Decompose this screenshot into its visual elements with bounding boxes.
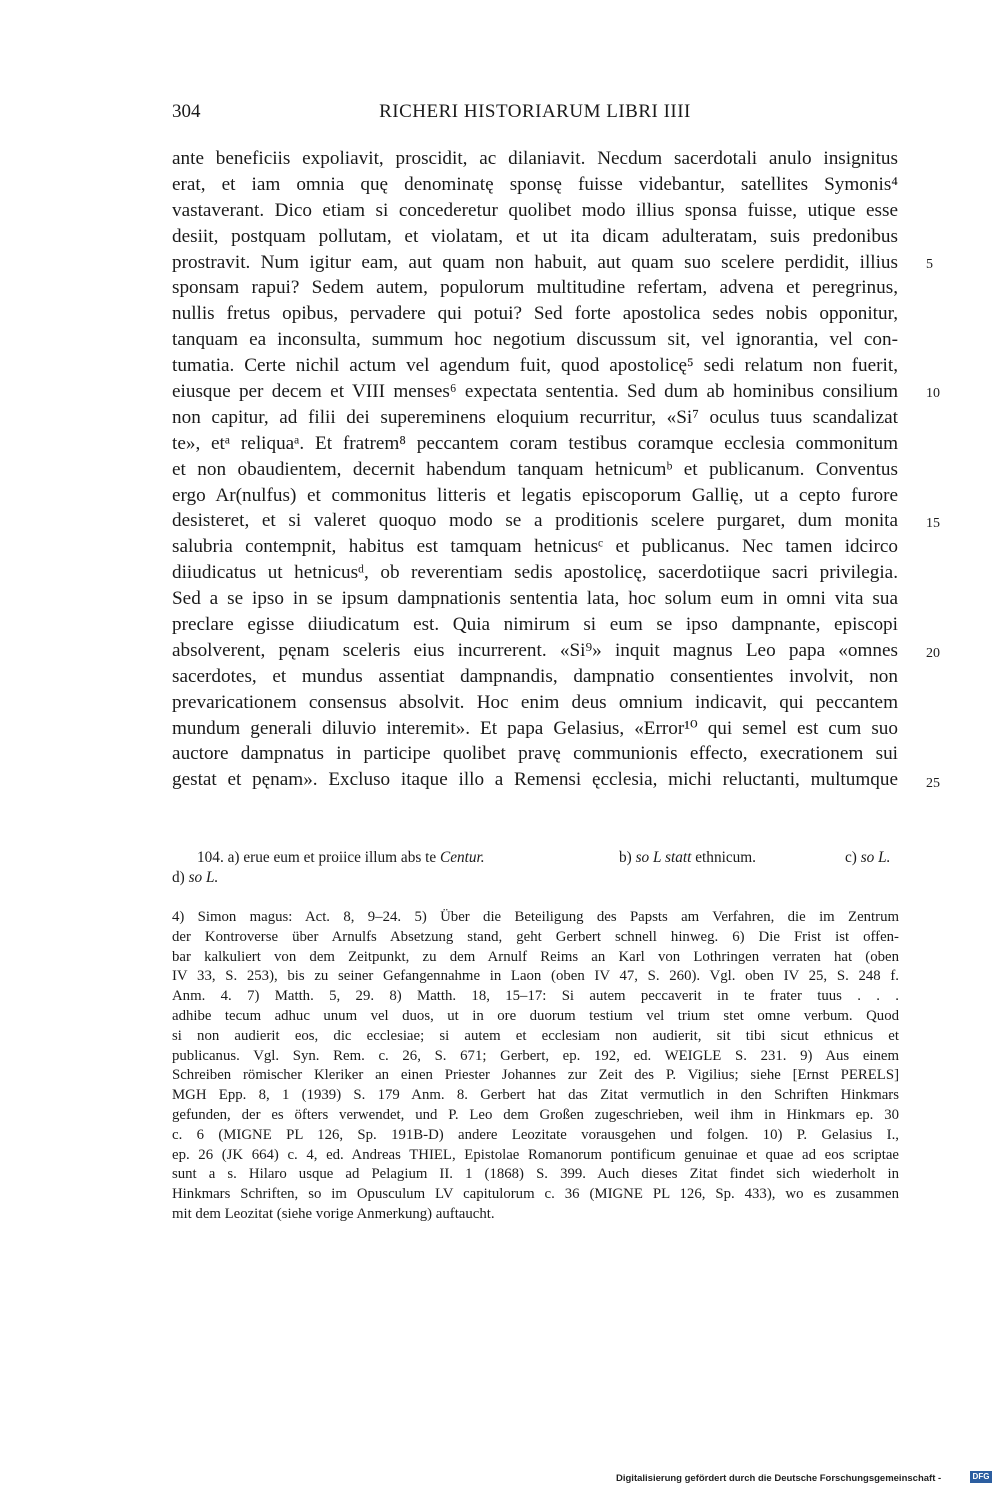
line-number: 10 <box>926 386 940 401</box>
footnotes <box>172 908 899 1225</box>
footer-text: Digitalisierung gefördert durch die Deutsche Forschungsgemeinschaft - <box>616 1473 942 1484</box>
text-line: te», etᵃ reliquaᵃ. Et fratrem⁸ peccantem coram testibus coramque ecclesia commonitum <box>172 432 898 454</box>
line-number: 15 <box>926 516 940 531</box>
text-line: non capitur, ad filii dei supereminens eloquium recurritur, «Si⁷ oculus tuus scandalizat <box>172 406 898 428</box>
footnote-line: sunt a s. Hilaro usque ad Pelagium II. 1 (1868) S. 399. Auch dieses Zitat findet sich wiederholt in <box>172 1166 899 1183</box>
text-line: preclare egisse diiudicatum est. Quia nimirum si eum se ipso dampnante, episcopi <box>172 614 898 636</box>
footnote-line: adhibe tecum adhuc unum vel duos, ut in ore duorum testium vel trium stet omne verbum. Quod <box>172 1007 899 1024</box>
footnote-line: mit dem Leozitat (siehe vorige Anmerkung) auftaucht. <box>172 1205 495 1222</box>
text-line: desisteret, et si valeret quoquo modo se a proditionis scelere purgaret, dum monita <box>172 510 898 532</box>
apparatus-note-c: c) <box>845 849 857 866</box>
text-line: Sed a se ipso in se ipsum dampnationis sententia lata, hoc solum eum in omni vita sua <box>172 588 898 610</box>
footnote-line: Anm. 4. 7) Matth. 5, 29. 8) Matth. 18, 15–17: Si autem peccaverit in te frater tuus . . . <box>172 988 899 1005</box>
text-line: auctore dampnatus in participe quolibet pravę communionis effecto, execrationem sui <box>172 743 898 765</box>
footnote-line: Schreiben römischer Kleriker an einen Priester Johannes zur Zeit des P. Vigilius; siehe [Ernst PERELS] <box>172 1067 899 1084</box>
line-number: 25 <box>926 776 940 791</box>
text-line: prostravit. Num igitur eam, aut quam non habuit, aut quam suo scelere perdidit, illius <box>172 251 898 273</box>
apparatus-note-c-italic: so L. <box>860 849 891 866</box>
text-line: ante beneficiis expoliavit, proscidit, ac dilaniavit. Necdum sacerdotali anulo insignitus <box>172 148 898 169</box>
apparatus-number: 104. <box>197 849 224 866</box>
line-number: 20 <box>926 646 940 661</box>
apparatus-note-d: d) <box>172 869 185 886</box>
footnote-line: 4) Simon magus: Act. 8, 9–24. 5) Über die Beteiligung des Papsts am Verfahren, die im Zentrum <box>172 909 899 925</box>
apparatus-line <box>172 868 899 888</box>
text-line: diiudicatus ut hetnicusᵈ, ob reverentiam sedis apostolicę, sacerdotiique sacri privilegia. <box>172 562 898 584</box>
page-header <box>172 101 898 131</box>
apparatus-note-a-source: Centur. <box>440 849 485 866</box>
apparatus-note-a: a) erue eum et proiice illum abs te <box>227 849 437 866</box>
text-line: sponsam rapui? Sedem autem, populorum multitudine refertam, advena et peregrinus, <box>172 277 898 299</box>
footnote-line: der Kontroverse über Arnulfs Absetzung stand, geht Gerbert schnell hinweg. 6) Die Frist ist offen- <box>172 928 899 945</box>
text-line: nullis fretus opibus, pervadere qui potui? Sed forte apostolica sedes nobis opponitur, <box>172 303 898 325</box>
footnote-line: Hinkmars Schriften, so im Opusculum LV capitulorum c. 36 (MIGNE PL 126, Sp. 433), wo es zusammen <box>172 1186 899 1203</box>
text-line: tanquam ea inconsulta, summum hoc negotium discussum sit, vel ignorantia, vel con- <box>172 329 898 351</box>
footnote-line: MGH Epp. 8, 1 (1939) S. 179 Anm. 8. Gerbert hat das Zitat vermutlich in den Schriften Hinkmars <box>172 1087 899 1104</box>
critical-apparatus <box>172 848 899 888</box>
text-line: vastaverant. Dico etiam si concederetur quolibet modo illius sponsa fuisse, utique esse <box>172 199 898 221</box>
text-line: erat, et iam omnia quę denominatę sponsę fuisse videbantur, satellites Symonis⁴ <box>172 173 898 195</box>
text-line: gestat et pęnam». Excluso itaque illo a Remensi ęcclesia, michi reluctanti, multumque <box>172 769 898 791</box>
text-line: et non obaudientem, decernit habendum tanquam hetnicumᵇ et publicanum. Conventus <box>172 458 898 480</box>
footnote-line: gefunden, der es öfters verwendet, und P. Leo dem Großen zugeschrieben, weil ihm in Hinkmars ep. 30 <box>172 1106 899 1123</box>
apparatus-note-b-italic: so L statt <box>635 849 692 866</box>
text-line: salubria contempnit, habitus est tamquam hetnicusᶜ et publicanus. Nec tamen idcirco <box>172 536 898 558</box>
text-line: eiusque per decem et VIII menses⁶ expectata sententia. Sed dum ab hominibus consilium <box>172 381 898 403</box>
text-line: prevaricationem consensus absolvit. Hoc enim deus omnium indicavit, qui peccantem <box>172 691 898 713</box>
apparatus-note-b: b) <box>619 849 632 866</box>
footnote-line: IV 33, S. 253), bis zu seiner Gefangennahme in Laon (oben IV 47, S. 260). Vgl. oben IV 25, S. 248 f. <box>172 968 899 985</box>
apparatus-line <box>197 848 899 868</box>
footnote-line: ep. 26 (JK 664) c. 4, ed. Andreas THIEL, Epistolae Romanorum pontificum genuinae et quae ad eos scriptae <box>172 1146 899 1163</box>
footnote-line: si non audierit eos, dic ecclesiae; si autem et ecclesiam non audierit, sit tibi sicut ethnicus et <box>172 1027 899 1044</box>
footnote-line: publicanus. Vgl. Syn. Rem. c. 26, S. 671; Gerbert, ep. 192, ed. WEIGLE S. 231. 9) Aus einem <box>172 1047 899 1064</box>
main-text <box>172 146 898 793</box>
text-line: tumatia. Certe nichil actum vel agendum fuit, quod apostolicę⁵ sedi relatum non fuerit, <box>172 355 898 377</box>
text-line: ergo Ar(nulfus) et commonitus litteris et legatis episcoporum Gallię, ut a cepto furore <box>172 484 898 506</box>
text-line: absolverent, pęnam sceleris eius incurrerent. «Si⁹» inquit magnus Leo papa «omnes <box>172 639 898 661</box>
text-line: sacerdotes, et mundus assentiat dampnandis, dampnatio consentientes involvit, non <box>172 665 898 687</box>
dfg-logo: DFG <box>970 1471 992 1483</box>
apparatus-note-b-tail: ethnicum. <box>695 849 756 866</box>
digitization-footer <box>616 1468 1000 1487</box>
text-line: desiit, postquam pollutam, et violatam, et ut ita dicam adulteratam, suis predonibus <box>172 225 898 247</box>
footnote-line: c. 6 (MIGNE PL 126, Sp. 191B-D) andere Leozitate vorausgehen und folgen. 10) P. Gelasius I., <box>172 1126 899 1143</box>
footnote-line: bar kalkuliert von dem Zeitpunkt, zu dem Arnulf Reims an Karl von Lothringen verraten hat (oben <box>172 948 899 965</box>
apparatus-note-d-italic: so L. <box>188 869 219 886</box>
page-number: 304 <box>172 101 201 122</box>
text-line: mundum generali diluvio interemit». Et papa Gelasius, «Error¹⁰ qui semel est cum suo <box>172 717 898 739</box>
line-number: 5 <box>926 257 933 272</box>
running-title: RICHERI HISTORIARUM LIBRI IIII <box>379 101 691 122</box>
